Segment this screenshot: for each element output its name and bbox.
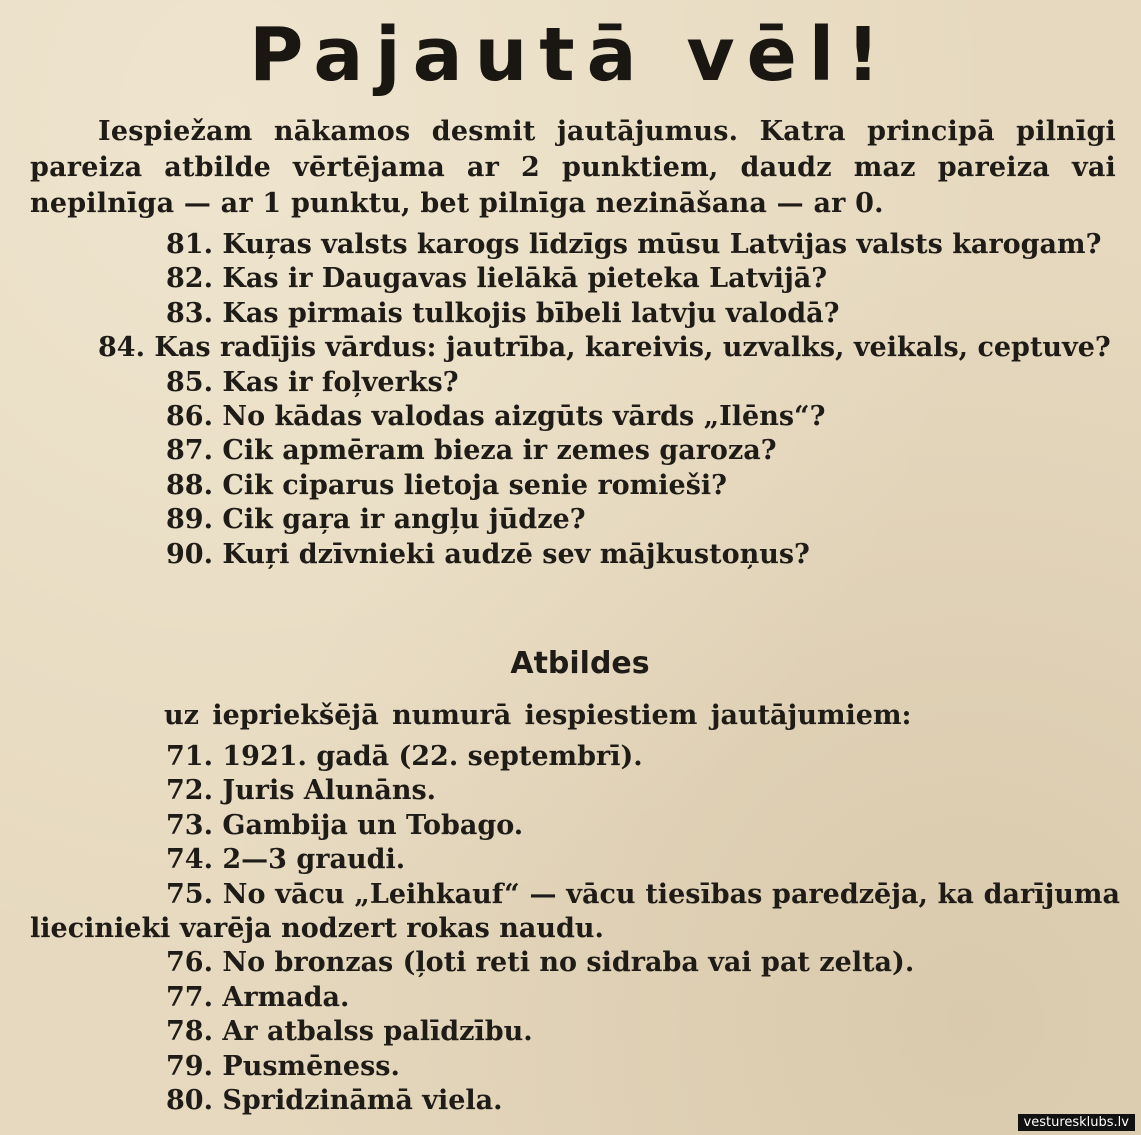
answers-list [30,740,1120,1118]
list-item [30,262,1120,296]
list-item [30,366,1120,400]
question-text: No kādas valodas aizgūts vārds „Ilēns“? [222,401,826,433]
question-number: 82. [166,263,213,295]
list-item [30,1050,1120,1084]
answer-number: 79. [166,1050,213,1082]
list-item [30,538,1120,572]
list-item [30,331,1120,365]
question-text: Kuŗas valsts karogs līdzīgs mūsu Latvijas valsts karogam? [222,229,1102,260]
question-number: 88. [166,469,213,501]
list-item [30,878,1120,947]
answer-text: Pusmēness. [222,1050,400,1082]
answer-number: 72. [166,775,213,807]
question-text: Kuŗi dzīvnieki audzē sev mājkustoņus? [222,538,810,570]
question-text: Kas radījis vārdus: jautrība, kareivis, uzvalks, veikals, ceptuve? [154,332,1111,364]
list-item [30,843,1120,877]
answers-heading: Atbildes [510,646,650,681]
answer-number: 76. [166,947,213,979]
question-text: Cik apmēram bieza ir zemes garoza? [222,435,777,467]
question-text: Cik ciparus lietoja senie romieši? [222,469,727,501]
answer-number: 75. [166,878,213,910]
watermark: vesturesklubs.lv [1018,1114,1135,1131]
answer-number: 73. [166,809,213,841]
questions-list [30,228,1120,572]
question-number: 81. [166,229,213,260]
question-text: Kas ir foļverks? [222,366,459,398]
answer-text: 2—3 graudi. [222,844,406,876]
list-item [30,400,1120,434]
list-item [30,228,1120,262]
answer-number: 80. [166,1085,213,1117]
answer-text: No bronzas (ļoti reti no sidraba vai pat zelta). [222,947,915,979]
answer-text: Ar atbalss palīdzību. [222,1016,533,1048]
question-number: 83. [166,297,213,329]
list-item [30,809,1120,843]
list-item [30,774,1120,808]
answer-text: Armada. [222,981,350,1013]
answer-number: 77. [166,981,213,1013]
answers-subheading: uz iepriekšējā numurā iespiestiem jautājumiem: [164,700,912,731]
list-item [30,740,1120,774]
list-item [30,1084,1120,1118]
intro-paragraph: Iespiežam nākamos desmit jautājumus. Katra principā pilnīgi pareiza atbilde vērtējama ar 2 punktiem, daudz maz pareiza vai nepilnīga — ar 1 punktu, bet pilnīga nezināšana — ar 0. [30,116,1116,219]
answer-number: 78. [166,1016,213,1048]
question-number: 90. [166,538,213,570]
question-number: 86. [166,401,213,433]
answer-text: Spridzināmā viela. [222,1085,503,1117]
answer-text: No vācu „Leihkauf“ — vācu tiesības paredzēja, ka darījuma liecinieki varēja nodzert rokas naudu. [30,878,1120,945]
page-title: Pajautā vēl! [249,12,892,98]
question-number: 87. [166,435,213,467]
list-item [30,1015,1120,1049]
question-text: Kas pirmais tulkojis bībeli latvju valodā? [222,297,840,329]
question-number: 85. [166,366,213,398]
list-item [30,503,1120,537]
answer-text: Gambija un Tobago. [222,809,524,841]
list-item [30,434,1120,468]
answer-number: 71. [166,741,213,772]
answer-number: 74. [166,844,213,876]
list-item [30,981,1120,1015]
list-item [30,469,1120,503]
question-text: Cik gaŗa ir angļu jūdze? [222,504,586,536]
list-item [30,946,1120,980]
answer-text: Juris Alunāns. [222,775,437,807]
question-number: 89. [166,504,213,536]
question-text: Kas ir Daugavas lielākā pieteka Latvijā? [222,263,828,295]
answer-text: 1921. gadā (22. septembrī). [222,741,643,772]
list-item [30,297,1120,331]
question-number: 84. [98,332,145,364]
